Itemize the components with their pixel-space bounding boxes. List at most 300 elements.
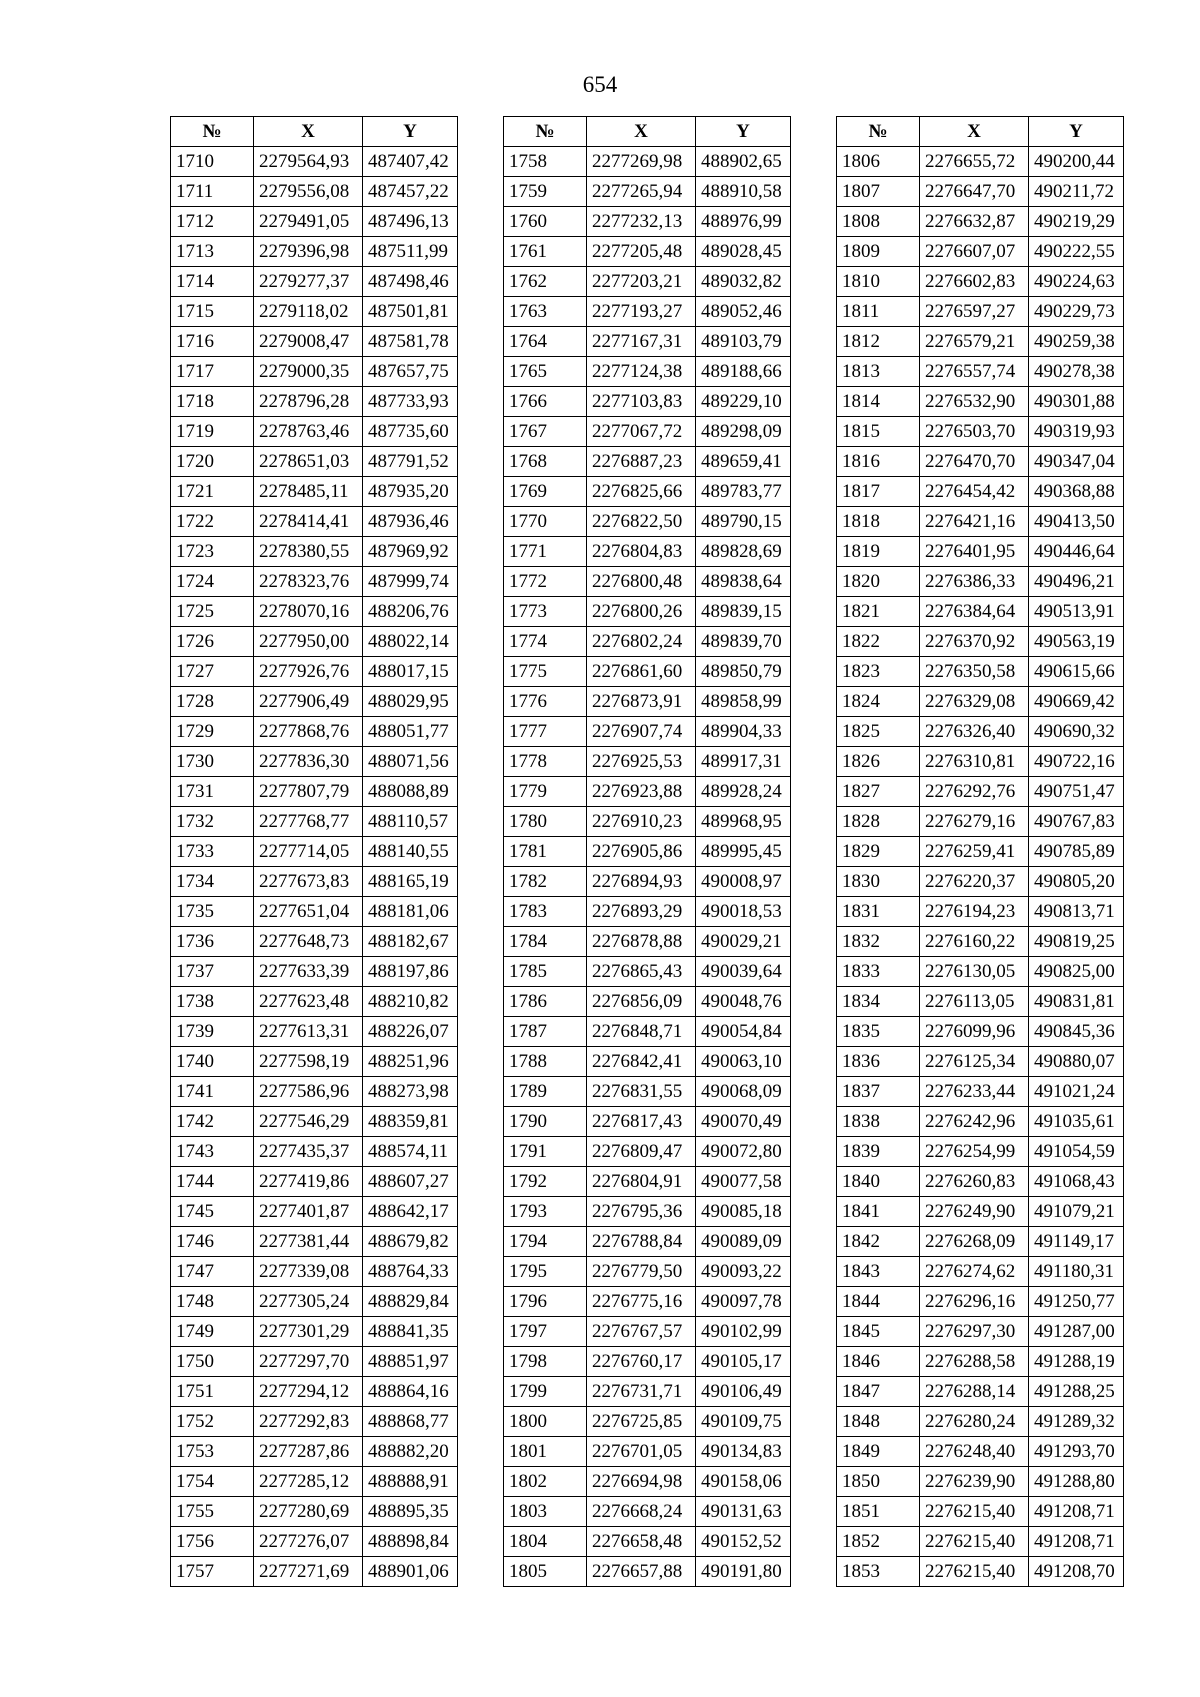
cell-x: 2277836,30 [254,747,363,777]
header-y: Y [1029,117,1124,147]
cell-number: 1770 [504,507,587,537]
cell-y: 491289,32 [1029,1407,1124,1437]
cell-number: 1819 [837,537,920,567]
table-row [837,237,1124,267]
cell-x: 2277297,70 [254,1347,363,1377]
table-row [171,1077,458,1107]
cell-y: 490224,63 [1029,267,1124,297]
cell-y: 488017,15 [363,657,458,687]
cell-x: 2277269,98 [587,147,696,177]
table-row [171,1497,458,1527]
cell-y: 489838,64 [696,567,791,597]
table-row [837,327,1124,357]
cell-y: 488251,96 [363,1047,458,1077]
cell-number: 1744 [171,1167,254,1197]
cell-number: 1826 [837,747,920,777]
table-row [837,687,1124,717]
table-row [171,507,458,537]
table-row [837,1167,1124,1197]
cell-number: 1729 [171,717,254,747]
cell-x: 2276657,88 [587,1557,696,1587]
table-row [171,957,458,987]
cell-number: 1733 [171,837,254,867]
cell-x: 2276668,24 [587,1497,696,1527]
table-row [837,777,1124,807]
cell-y: 490134,83 [696,1437,791,1467]
table-row [171,267,458,297]
coordinate-table-3 [836,116,1124,1587]
table-row [837,507,1124,537]
cell-x: 2276925,53 [587,747,696,777]
cell-y: 490018,53 [696,897,791,927]
cell-number: 1730 [171,747,254,777]
cell-x: 2277294,12 [254,1377,363,1407]
cell-y: 488051,77 [363,717,458,747]
table-row [837,627,1124,657]
table-row [171,1347,458,1377]
table-row [504,1377,791,1407]
cell-x: 2276215,40 [920,1557,1029,1587]
table-row [837,1287,1124,1317]
cell-number: 1783 [504,897,587,927]
cell-x: 2276310,81 [920,747,1029,777]
cell-number: 1843 [837,1257,920,1287]
cell-number: 1732 [171,807,254,837]
table-row [171,657,458,687]
cell-number: 1824 [837,687,920,717]
cell-x: 2277419,86 [254,1167,363,1197]
cell-number: 1795 [504,1257,587,1287]
cell-y: 488901,06 [363,1557,458,1587]
cell-y: 490805,20 [1029,867,1124,897]
cell-y: 490070,49 [696,1107,791,1137]
table-row [171,807,458,837]
table-row [504,387,791,417]
cell-x: 2277651,04 [254,897,363,927]
cell-x: 2276579,21 [920,327,1029,357]
cell-x: 2276694,98 [587,1467,696,1497]
cell-y: 490880,07 [1029,1047,1124,1077]
cell-y: 490105,17 [696,1347,791,1377]
table-row [171,237,458,267]
cell-y: 490615,66 [1029,657,1124,687]
cell-x: 2277232,13 [587,207,696,237]
cell-x: 2276658,48 [587,1527,696,1557]
table-row [504,507,791,537]
cell-x: 2276632,87 [920,207,1029,237]
cell-number: 1841 [837,1197,920,1227]
table-row [504,1407,791,1437]
cell-y: 491288,19 [1029,1347,1124,1377]
table-row [171,477,458,507]
cell-number: 1714 [171,267,254,297]
cell-x: 2276503,70 [920,417,1029,447]
cell-y: 490751,47 [1029,777,1124,807]
cell-x: 2277067,72 [587,417,696,447]
cell-x: 2279277,37 [254,267,363,297]
cell-x: 2276809,47 [587,1137,696,1167]
table-row [171,837,458,867]
cell-x: 2277435,37 [254,1137,363,1167]
cell-y: 488022,14 [363,627,458,657]
cell-y: 489858,99 [696,687,791,717]
cell-number: 1750 [171,1347,254,1377]
cell-number: 1725 [171,597,254,627]
cell-number: 1771 [504,537,587,567]
cell-number: 1782 [504,867,587,897]
cell-y: 490413,50 [1029,507,1124,537]
cell-x: 2277807,79 [254,777,363,807]
table-row [504,1197,791,1227]
table-row [837,1557,1124,1587]
table-row [171,1317,458,1347]
cell-y: 488851,97 [363,1347,458,1377]
cell-y: 488182,67 [363,927,458,957]
cell-y: 490039,64 [696,957,791,987]
cell-y: 490085,18 [696,1197,791,1227]
cell-x: 2276856,09 [587,987,696,1017]
cell-x: 2277768,77 [254,807,363,837]
cell-y: 487457,22 [363,177,458,207]
table-row [504,1347,791,1377]
cell-number: 1781 [504,837,587,867]
cell-y: 490368,88 [1029,477,1124,507]
cell-y: 490077,58 [696,1167,791,1197]
cell-number: 1803 [504,1497,587,1527]
cell-x: 2276297,30 [920,1317,1029,1347]
cell-y: 489839,15 [696,597,791,627]
table-row [171,297,458,327]
cell-number: 1809 [837,237,920,267]
cell-number: 1746 [171,1227,254,1257]
table-row [171,1227,458,1257]
table-header-row [504,117,791,147]
cell-y: 491180,31 [1029,1257,1124,1287]
cell-number: 1767 [504,417,587,447]
table-row [504,927,791,957]
cell-x: 2277598,19 [254,1047,363,1077]
cell-x: 2276607,07 [920,237,1029,267]
table-row [171,327,458,357]
cell-number: 1814 [837,387,920,417]
cell-number: 1769 [504,477,587,507]
cell-x: 2277906,49 [254,687,363,717]
cell-x: 2276910,23 [587,807,696,837]
table-row [837,387,1124,417]
cell-number: 1830 [837,867,920,897]
cell-y: 489828,69 [696,537,791,567]
cell-number: 1842 [837,1227,920,1257]
cell-number: 1721 [171,477,254,507]
table-row [837,207,1124,237]
cell-y: 491208,71 [1029,1527,1124,1557]
table-row [171,1437,458,1467]
cell-number: 1794 [504,1227,587,1257]
table-row [171,1197,458,1227]
cell-number: 1807 [837,177,920,207]
cell-x: 2277265,94 [587,177,696,207]
cell-number: 1840 [837,1167,920,1197]
table-row [837,267,1124,297]
cell-x: 2276795,36 [587,1197,696,1227]
table-header-row [837,117,1124,147]
cell-x: 2276370,92 [920,627,1029,657]
cell-y: 487407,42 [363,147,458,177]
cell-y: 488210,82 [363,987,458,1017]
cell-number: 1751 [171,1377,254,1407]
cell-number: 1727 [171,657,254,687]
cell-x: 2276099,96 [920,1017,1029,1047]
table-row [837,1257,1124,1287]
cell-y: 490063,10 [696,1047,791,1077]
cell-y: 489850,79 [696,657,791,687]
cell-number: 1827 [837,777,920,807]
cell-x: 2276887,23 [587,447,696,477]
cell-y: 490106,49 [696,1377,791,1407]
cell-number: 1749 [171,1317,254,1347]
cell-y: 487657,75 [363,357,458,387]
cell-y: 491035,61 [1029,1107,1124,1137]
cell-number: 1849 [837,1437,920,1467]
cell-number: 1837 [837,1077,920,1107]
table-row [837,477,1124,507]
cell-y: 490054,84 [696,1017,791,1047]
cell-x: 2276557,74 [920,357,1029,387]
cell-number: 1713 [171,237,254,267]
cell-x: 2277305,24 [254,1287,363,1317]
cell-y: 490048,76 [696,987,791,1017]
cell-y: 490131,63 [696,1497,791,1527]
cell-number: 1754 [171,1467,254,1497]
table-row [504,237,791,267]
cell-x: 2276242,96 [920,1107,1029,1137]
cell-x: 2276775,16 [587,1287,696,1317]
cell-x: 2277285,12 [254,1467,363,1497]
cell-y: 488226,07 [363,1017,458,1047]
table-row [504,1467,791,1497]
cell-y: 488976,99 [696,207,791,237]
cell-x: 2276259,41 [920,837,1029,867]
cell-x: 2276701,05 [587,1437,696,1467]
table-row [837,1437,1124,1467]
cell-number: 1816 [837,447,920,477]
cell-y: 487935,20 [363,477,458,507]
cell-x: 2279008,47 [254,327,363,357]
cell-y: 487496,13 [363,207,458,237]
cell-number: 1805 [504,1557,587,1587]
cell-x: 2276804,91 [587,1167,696,1197]
cell-number: 1768 [504,447,587,477]
table-row [171,1467,458,1497]
cell-y: 490109,75 [696,1407,791,1437]
cell-y: 487936,46 [363,507,458,537]
table-row [504,147,791,177]
table-row [837,567,1124,597]
cell-number: 1848 [837,1407,920,1437]
cell-number: 1785 [504,957,587,987]
cell-number: 1825 [837,717,920,747]
cell-y: 490785,89 [1029,837,1124,867]
table-row [504,1317,791,1347]
cell-number: 1834 [837,987,920,1017]
table-row [837,957,1124,987]
cell-y: 488898,84 [363,1527,458,1557]
cell-x: 2276248,40 [920,1437,1029,1467]
table-row [171,1047,458,1077]
cell-x: 2277271,69 [254,1557,363,1587]
cell-y: 488110,57 [363,807,458,837]
cell-y: 490259,38 [1029,327,1124,357]
cell-y: 488071,56 [363,747,458,777]
cell-x: 2276788,84 [587,1227,696,1257]
cell-y: 490446,64 [1029,537,1124,567]
cell-y: 488764,33 [363,1257,458,1287]
cell-y: 490029,21 [696,927,791,957]
cell-x: 2277714,05 [254,837,363,867]
cell-number: 1759 [504,177,587,207]
table-row [504,1107,791,1137]
cell-y: 489904,33 [696,717,791,747]
cell-x: 2279396,98 [254,237,363,267]
cell-x: 2276861,60 [587,657,696,687]
table-row [504,957,791,987]
cell-y: 490301,88 [1029,387,1124,417]
table-row [171,927,458,957]
table-row [837,1347,1124,1377]
cell-y: 490200,44 [1029,147,1124,177]
table-row [171,417,458,447]
cell-number: 1774 [504,627,587,657]
cell-number: 1802 [504,1467,587,1497]
page-number: 654 [582,72,618,97]
cell-x: 2277167,31 [587,327,696,357]
cell-y: 491208,71 [1029,1497,1124,1527]
cell-y: 490347,04 [1029,447,1124,477]
cell-x: 2276825,66 [587,477,696,507]
cell-x: 2276894,93 [587,867,696,897]
cell-number: 1762 [504,267,587,297]
table-row [837,717,1124,747]
table-row [504,897,791,927]
table-row [171,447,458,477]
cell-number: 1852 [837,1527,920,1557]
cell-x: 2277381,44 [254,1227,363,1257]
cell-number: 1777 [504,717,587,747]
table-row [837,147,1124,177]
cell-number: 1835 [837,1017,920,1047]
cell-y: 487498,46 [363,267,458,297]
cell-number: 1737 [171,957,254,987]
cell-x: 2279000,35 [254,357,363,387]
cell-number: 1788 [504,1047,587,1077]
cell-x: 2277586,96 [254,1077,363,1107]
cell-y: 488273,98 [363,1077,458,1107]
table-row [171,387,458,417]
table-row [504,987,791,1017]
table-row [837,1377,1124,1407]
table-row [504,1227,791,1257]
cell-number: 1715 [171,297,254,327]
cell-number: 1823 [837,657,920,687]
cell-y: 488888,91 [363,1467,458,1497]
cell-x: 2278796,28 [254,387,363,417]
cell-number: 1844 [837,1287,920,1317]
table-row [837,417,1124,447]
cell-x: 2276350,58 [920,657,1029,687]
header-number: № [504,117,587,147]
cell-x: 2276454,42 [920,477,1029,507]
cell-y: 491149,17 [1029,1227,1124,1257]
table-row [504,267,791,297]
cell-number: 1716 [171,327,254,357]
cell-x: 2276905,86 [587,837,696,867]
cell-y: 488841,35 [363,1317,458,1347]
table-row [837,987,1124,1017]
table-row [837,1017,1124,1047]
cell-y: 491054,59 [1029,1137,1124,1167]
cell-number: 1846 [837,1347,920,1377]
table-row [171,1137,458,1167]
cell-x: 2277124,38 [587,357,696,387]
cell-number: 1766 [504,387,587,417]
cell-x: 2279118,02 [254,297,363,327]
table-row [504,297,791,327]
cell-number: 1812 [837,327,920,357]
cell-x: 2277203,21 [587,267,696,297]
cell-y: 491288,25 [1029,1377,1124,1407]
cell-number: 1752 [171,1407,254,1437]
cell-number: 1758 [504,147,587,177]
cell-number: 1755 [171,1497,254,1527]
table-row [837,177,1124,207]
cell-x: 2276215,40 [920,1497,1029,1527]
cell-x: 2276326,40 [920,717,1029,747]
cell-x: 2278485,11 [254,477,363,507]
cell-y: 489790,15 [696,507,791,537]
table-row [504,177,791,207]
cell-y: 488165,19 [363,867,458,897]
cell-x: 2276274,62 [920,1257,1029,1287]
cell-y: 489839,70 [696,627,791,657]
cell-x: 2277287,86 [254,1437,363,1467]
table-row [837,447,1124,477]
table-row [504,627,791,657]
cell-number: 1760 [504,207,587,237]
header-x: X [920,117,1029,147]
cell-number: 1711 [171,177,254,207]
cell-number: 1739 [171,1017,254,1047]
cell-x: 2276280,24 [920,1407,1029,1437]
cell-y: 489783,77 [696,477,791,507]
cell-y: 490089,09 [696,1227,791,1257]
cell-number: 1741 [171,1077,254,1107]
cell-x: 2276279,16 [920,807,1029,837]
cell-x: 2276470,70 [920,447,1029,477]
cell-number: 1779 [504,777,587,807]
cell-number: 1813 [837,357,920,387]
cell-x: 2277633,39 [254,957,363,987]
cell-y: 488197,86 [363,957,458,987]
table-row [504,447,791,477]
cell-y: 488868,77 [363,1407,458,1437]
cell-x: 2276831,55 [587,1077,696,1107]
cell-x: 2276907,74 [587,717,696,747]
cell-x: 2277950,00 [254,627,363,657]
cell-number: 1838 [837,1107,920,1137]
table-row [504,417,791,447]
cell-y: 490158,06 [696,1467,791,1497]
cell-number: 1786 [504,987,587,1017]
